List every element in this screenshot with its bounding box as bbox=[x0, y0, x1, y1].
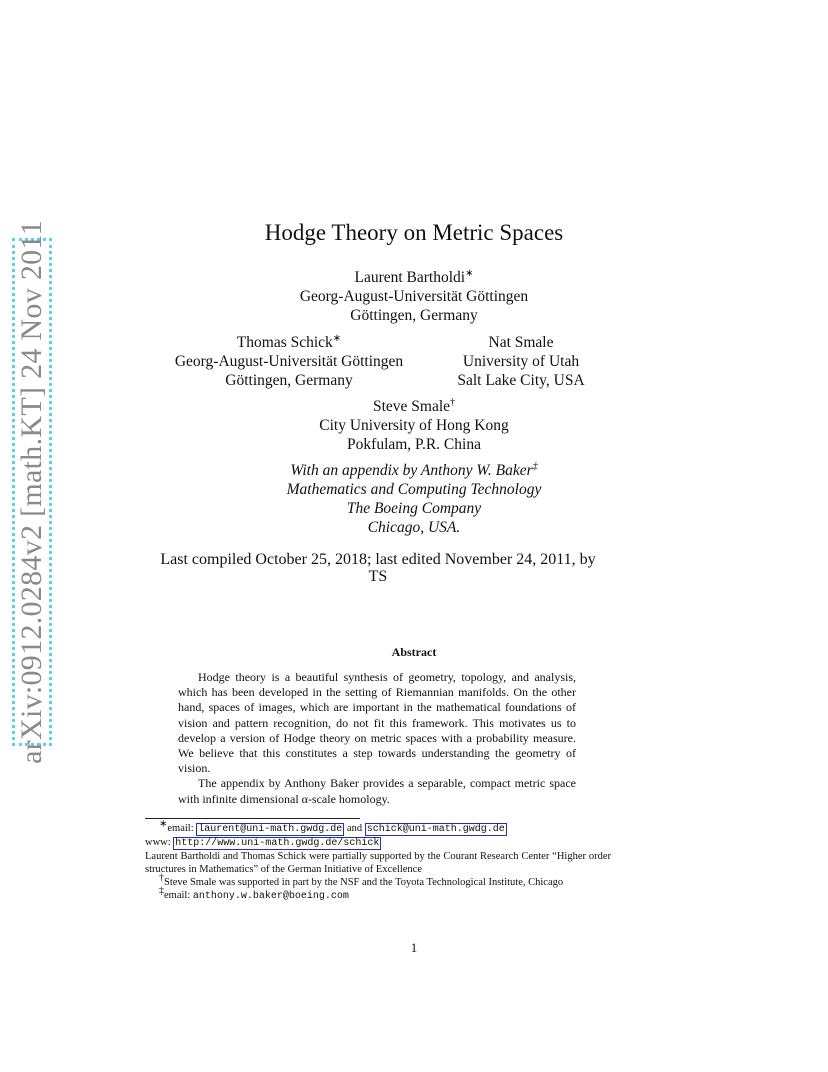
author-location: Salt Lake City, USA bbox=[457, 372, 585, 389]
paper-title: Hodge Theory on Metric Spaces bbox=[264, 220, 564, 245]
footnote-2 bbox=[145, 872, 611, 889]
compiled-line-1: Last compiled October 25, 2018; last edited November 24, 2011, by bbox=[160, 551, 596, 568]
footnote-3 bbox=[145, 885, 611, 903]
author-mark: ∗ bbox=[332, 332, 342, 344]
compiled-date bbox=[140, 551, 616, 585]
author-affiliation: University of Utah bbox=[462, 353, 580, 370]
appendix-author-baker bbox=[0, 461, 828, 537]
author-steve-smale bbox=[0, 397, 828, 454]
email-baker: anthony.w.baker@boeing.com bbox=[192, 891, 349, 902]
author-location: Göttingen, Germany bbox=[225, 372, 353, 389]
author-mark: ∗ bbox=[465, 267, 474, 279]
author-company: The Boeing Company bbox=[346, 500, 482, 517]
author-mark: † bbox=[450, 396, 456, 408]
www-label: www: bbox=[145, 837, 174, 848]
author-mark: ‡ bbox=[532, 460, 538, 472]
footnote-mark: ‡ bbox=[159, 885, 164, 897]
footnote-rule bbox=[145, 818, 360, 819]
email-label: email: bbox=[164, 890, 193, 901]
page-number: 1 bbox=[410, 940, 418, 955]
and-text: and bbox=[344, 823, 365, 834]
footnote-2-text: Steve Smale was supported in part by the NSF and the Toyota Technological Institute, Chicago bbox=[164, 877, 564, 888]
author-schick bbox=[160, 333, 418, 390]
author-location: Chicago, USA. bbox=[367, 519, 461, 536]
footnote-1-email-line bbox=[145, 818, 611, 836]
footnote-1-support: Laurent Bartholdi and Thomas Schick were partially supported by the Courant Research Center “Higher order structures in Mathematics” of the German Initiative of Excellence bbox=[145, 851, 611, 875]
author-affiliation: Georg-August-Universität Göttingen bbox=[299, 288, 529, 305]
author-affiliation: Mathematics and Computing Technology bbox=[286, 481, 542, 498]
footnote-mark: † bbox=[159, 872, 164, 884]
abstract-body bbox=[178, 670, 576, 807]
appendix-credit: With an appendix by Anthony W. Baker bbox=[290, 462, 533, 479]
author-name: Laurent Bartholdi bbox=[354, 269, 466, 286]
arxiv-stamp: arXiv:0912.0284v2 [math.KT] 24 Nov 2011 bbox=[15, 220, 48, 764]
abstract-heading: Abstract bbox=[391, 645, 437, 659]
author-name: Thomas Schick bbox=[236, 334, 333, 351]
email-link-schick[interactable]: schick@uni-math.gwdg.de bbox=[366, 824, 505, 835]
author-name: Steve Smale bbox=[372, 398, 451, 415]
footnotes bbox=[145, 818, 611, 903]
email-label: email: bbox=[167, 823, 197, 834]
footnote-1-www-line bbox=[145, 836, 611, 850]
author-bartholdi bbox=[0, 268, 828, 325]
author-location: Pokfulam, P.R. China bbox=[347, 436, 481, 453]
author-nat-smale bbox=[446, 333, 596, 390]
footnote-mark: ∗ bbox=[159, 818, 168, 830]
author-affiliation: City University of Hong Kong bbox=[319, 417, 509, 434]
email-link-bartholdi[interactable]: laurent@uni-math.gwdg.de bbox=[198, 824, 343, 835]
author-name: Nat Smale bbox=[488, 334, 554, 351]
author-location: Göttingen, Germany bbox=[350, 307, 478, 324]
compiled-line-2: TS bbox=[368, 568, 388, 585]
www-link-schick[interactable]: http://www.uni-math.gwdg.de/schick bbox=[175, 838, 380, 849]
author-affiliation: Georg-August-Universität Göttingen bbox=[174, 353, 404, 370]
abstract-paragraph-1: Hodge theory is a beautiful synthesis of geometry, topology, and analysis, which has been developed in the setting of Riemannian manifolds. On the other hand, spaces of images, which are important in the mathematical foundations of vision and pattern recognition, do not fit this framework. This motivates us to develop a version of Hodge theory on metric spaces with a probability measure. We believe that this constitutes a step towards understanding the geometry of vision. bbox=[178, 670, 576, 776]
abstract-paragraph-2: The appendix by Anthony Baker provides a separable, compact metric space with infinite dimensional α-scale homology. bbox=[178, 776, 576, 806]
